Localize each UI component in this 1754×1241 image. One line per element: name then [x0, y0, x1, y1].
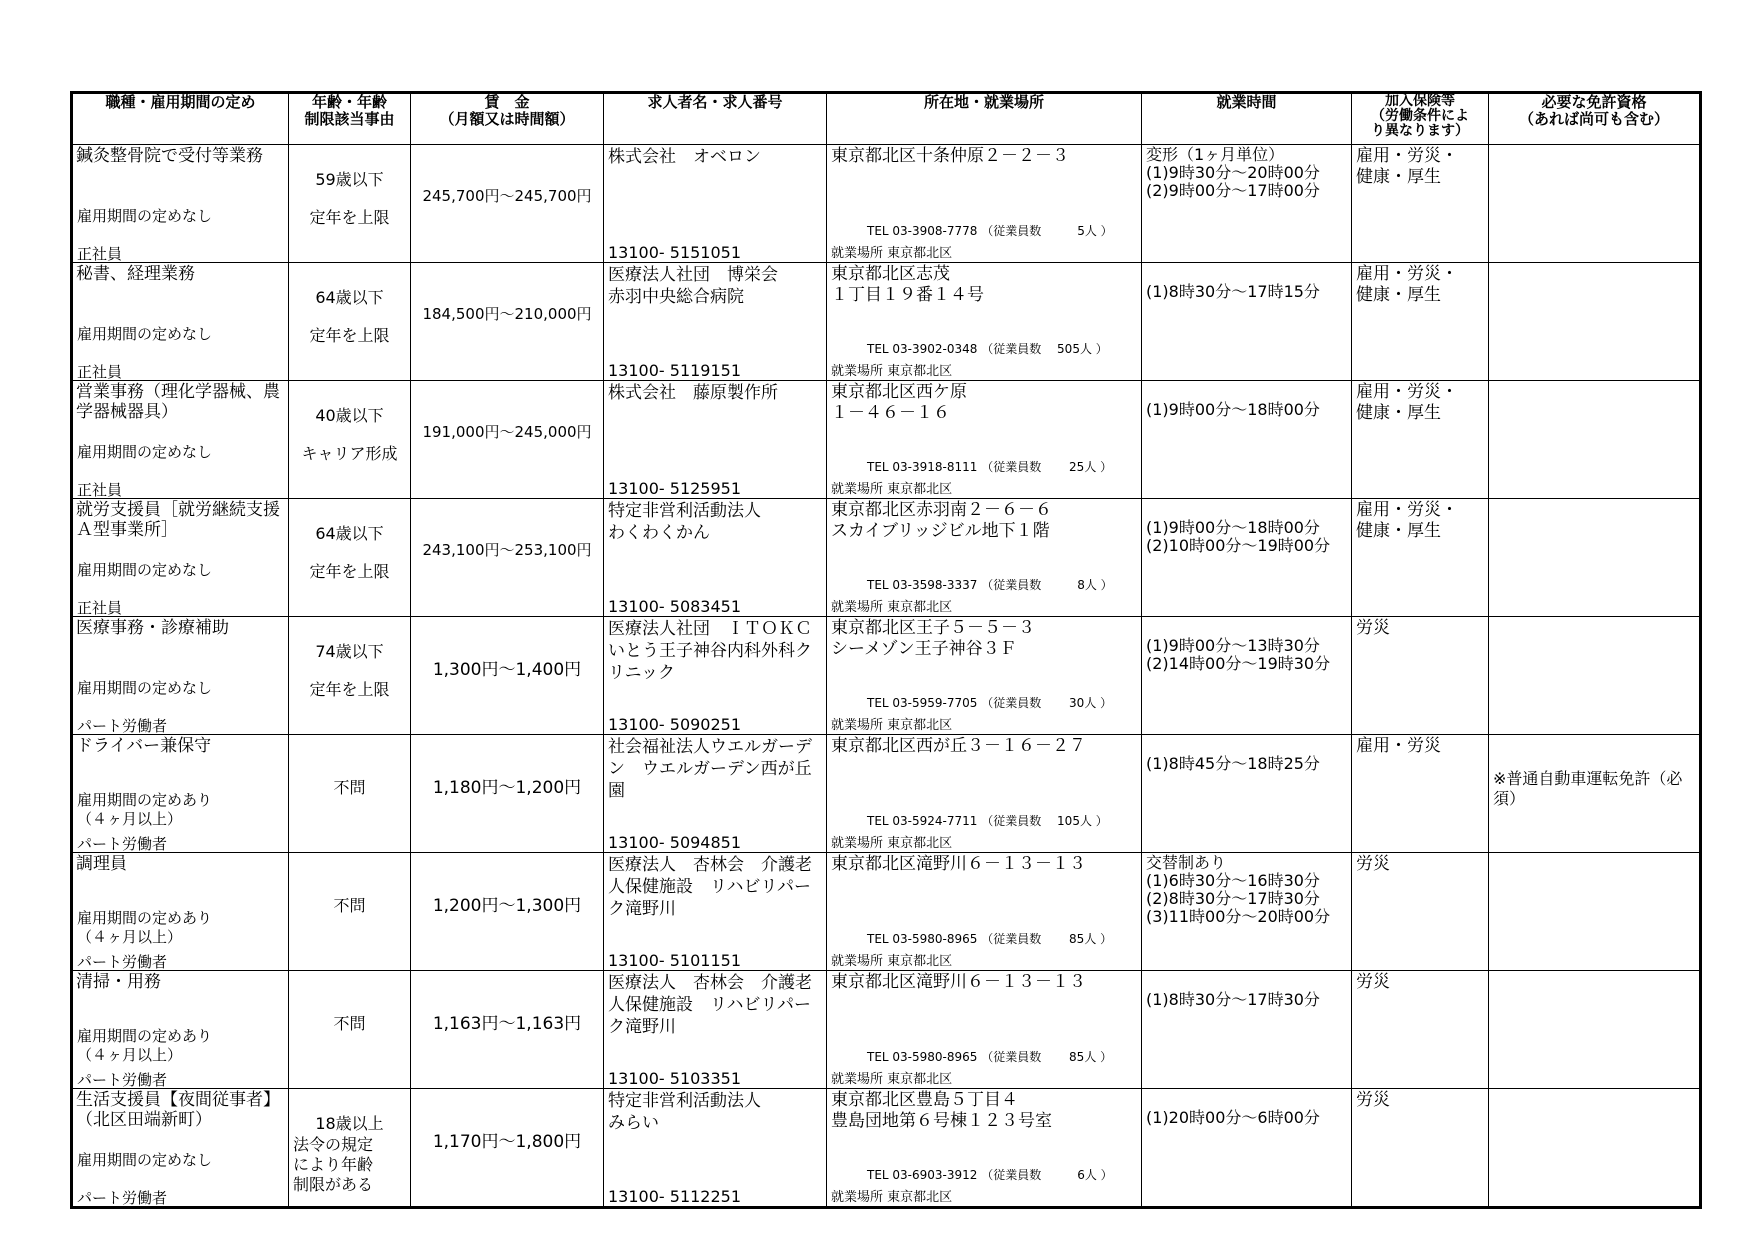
hours-cell [1142, 263, 1352, 381]
table-row [72, 263, 1701, 381]
table-row [72, 735, 1701, 853]
job-number: 13100- 5094851 [608, 833, 742, 852]
location-cell [827, 735, 1142, 853]
age-limit: 74歳以下 [315, 642, 384, 661]
employment-period: 雇用期間の定めなし [77, 561, 213, 579]
employment-type: パート労働者 [77, 717, 168, 735]
header-job-type: 職種・雇用期間の定め [72, 93, 289, 145]
company-cell [604, 971, 827, 1089]
employment-type: パート労働者 [77, 1189, 168, 1207]
phone-employees: TEL 03-5980-8965 （従業員数 85人 ） [867, 1050, 1113, 1064]
address: 東京都北区十条仲原２－２－３ [831, 146, 1069, 166]
table-row [72, 617, 1701, 735]
insurance: 労災 [1356, 1090, 1390, 1110]
age-cell [289, 499, 411, 617]
employment-period: 雇用期間の定めあり （４ヶ月以上） [77, 791, 213, 828]
employment-period: 雇用期間の定めなし [77, 325, 213, 343]
insurance: 雇用・労災・ 健康・厚生 [1356, 146, 1458, 187]
wage-range: 1,200円～1,300円 [432, 896, 582, 916]
age-cell [289, 1089, 411, 1208]
age-reason: 定年を上限 [309, 326, 390, 345]
workplace: 就業場所 東京都北区 [831, 600, 953, 615]
job-number: 13100- 5112251 [608, 1187, 742, 1206]
license-cell [1489, 145, 1701, 263]
job-number: 13100- 5103351 [608, 1069, 742, 1088]
age-limit: 不問 [333, 1014, 366, 1033]
job-cell [72, 971, 289, 1089]
job-cell [72, 381, 289, 499]
insurance: 労災 [1356, 972, 1390, 992]
workplace: 就業場所 東京都北区 [831, 1072, 953, 1087]
age-cell [289, 617, 411, 735]
header-row [72, 93, 1701, 145]
age-cell [289, 145, 411, 263]
table-row [72, 1089, 1701, 1208]
wage-cell [411, 499, 604, 617]
working-hours: (1)8時30分～17時15分 [1146, 282, 1320, 301]
wage-cell [411, 617, 604, 735]
company-name: 社会福祉法人ウエルガーデン ウエルガーデン西が丘園 [608, 737, 812, 801]
hours-cell [1142, 853, 1352, 971]
company-name: 特定非営利活動法人 わくわくかん [608, 501, 761, 543]
working-hours: (1)9時00分～13時30分 (2)14時00分～19時30分 [1146, 636, 1331, 673]
age-reason: 法令の規定 により年齢 制限がある [293, 1135, 374, 1194]
job-title: 就労支援員［就労継続支援Ａ型事業所］ [76, 500, 280, 540]
insurance: 雇用・労災・ 健康・厚生 [1356, 500, 1458, 541]
age-cell [289, 853, 411, 971]
wage-range: 1,180円～1,200円 [432, 778, 582, 798]
job-title: 鍼灸整骨院で受付等業務 [76, 146, 263, 166]
hours-cell [1142, 145, 1352, 263]
insurance-cell [1352, 735, 1489, 853]
header-company: 求人者名・求人番号 [604, 93, 827, 145]
phone-employees: TEL 03-3902-0348 （従業員数 505人 ） [867, 342, 1108, 356]
hours-cell [1142, 499, 1352, 617]
age-limit: 64歳以下 [315, 288, 384, 307]
insurance-cell [1352, 971, 1489, 1089]
employment-type: パート労働者 [77, 953, 168, 971]
employment-period: 雇用期間の定めあり （４ヶ月以上） [77, 909, 213, 946]
wage-cell [411, 145, 604, 263]
company-cell [604, 853, 827, 971]
age-cell [289, 263, 411, 381]
header-hours: 就業時間 [1142, 93, 1352, 145]
age-limit: 不問 [333, 778, 366, 797]
age-cell [289, 735, 411, 853]
job-number: 13100- 5090251 [608, 715, 742, 734]
insurance-cell [1352, 381, 1489, 499]
company-name: 医療法人 杏林会 介護老人保健施設 リハビリパーク滝野川 [608, 855, 812, 919]
employment-type: 正社員 [77, 363, 123, 381]
job-cell [72, 735, 289, 853]
phone-employees: TEL 03-3908-7778 （従業員数 5人 ） [867, 224, 1113, 238]
working-hours: (1)20時00分～6時00分 [1146, 1108, 1320, 1127]
job-cell [72, 1089, 289, 1208]
job-listings-table [70, 91, 1702, 1209]
age-reason: 定年を上限 [309, 680, 390, 699]
header-age: 年齢・年齢 制限該当事由 [289, 93, 411, 145]
location-cell [827, 617, 1142, 735]
job-cell [72, 499, 289, 617]
age-reason: キャリア形成 [301, 444, 398, 463]
license-cell [1489, 381, 1701, 499]
job-cell [72, 263, 289, 381]
address: 東京都北区豊島５丁目４ 豊島団地第６号棟１２３号室 [831, 1090, 1052, 1131]
employment-period: 雇用期間の定めあり （４ヶ月以上） [77, 1027, 213, 1064]
location-cell [827, 381, 1142, 499]
phone-employees: TEL 03-5980-8965 （従業員数 85人 ） [867, 932, 1113, 946]
address: 東京都北区滝野川６－１３－１３ [831, 854, 1086, 874]
job-title: 清掃・用務 [76, 972, 161, 992]
phone-employees: TEL 03-5924-7711 （従業員数 105人 ） [867, 814, 1108, 828]
header-wage: 賃 金 （月額又は時間額） [411, 93, 604, 145]
address: 東京都北区赤羽南２－６－６ スカイブリッジビル地下１階 [831, 500, 1052, 541]
job-number: 13100- 5101151 [608, 951, 742, 970]
company-name: 医療法人社団 博栄会 赤羽中央総合病院 [608, 265, 778, 307]
insurance-cell [1352, 499, 1489, 617]
license-cell [1489, 735, 1701, 853]
workplace: 就業場所 東京都北区 [831, 364, 953, 379]
address: 東京都北区王子５－５－３ シーメゾン王子神谷３Ｆ [831, 618, 1035, 659]
job-cell [72, 853, 289, 971]
insurance: 雇用・労災・ 健康・厚生 [1356, 264, 1458, 305]
age-limit: 18歳以上 [315, 1114, 384, 1133]
age-reason: 定年を上限 [309, 562, 390, 581]
company-name: 特定非営利活動法人 みらい [608, 1091, 761, 1133]
address: 東京都北区滝野川６－１３－１３ [831, 972, 1086, 992]
wage-range: 245,700円～245,700円 [422, 187, 592, 205]
wage-range: 1,170円～1,800円 [432, 1132, 582, 1152]
job-number: 13100- 5083451 [608, 597, 742, 616]
table-row [72, 853, 1701, 971]
company-name: 医療法人社団 ＩＴＯＫＣ いとう王子神谷内科外科クリニック [608, 619, 829, 683]
insurance-cell [1352, 145, 1489, 263]
workplace: 就業場所 東京都北区 [831, 836, 953, 851]
phone-employees: TEL 03-3598-3337 （従業員数 8人 ） [867, 578, 1113, 592]
header-location: 所在地・就業場所 [827, 93, 1142, 145]
license-cell [1489, 853, 1701, 971]
hours-cell [1142, 735, 1352, 853]
license-cell [1489, 971, 1701, 1089]
table-row [72, 145, 1701, 263]
insurance-cell [1352, 853, 1489, 971]
phone-employees: TEL 03-3918-8111 （従業員数 25人 ） [867, 460, 1113, 474]
company-cell [604, 145, 827, 263]
location-cell [827, 1089, 1142, 1208]
workplace: 就業場所 東京都北区 [831, 954, 953, 969]
job-title: 調理員 [76, 854, 127, 874]
job-number: 13100- 5119151 [608, 361, 742, 380]
address: 東京都北区西が丘３－１６－２７ [831, 736, 1086, 756]
license-cell [1489, 1089, 1701, 1208]
employment-period: 雇用期間の定めなし [77, 1151, 213, 1169]
insurance-cell [1352, 617, 1489, 735]
wage-cell [411, 853, 604, 971]
address: 東京都北区志茂 １丁目１９番１４号 [831, 264, 984, 305]
company-cell [604, 735, 827, 853]
company-cell [604, 1089, 827, 1208]
hours-cell [1142, 617, 1352, 735]
wage-range: 243,100円～253,100円 [422, 541, 592, 559]
job-title: 秘書、経理業務 [76, 264, 195, 284]
job-title: 医療事務・診療補助 [76, 618, 229, 638]
license-cell [1489, 617, 1701, 735]
wage-range: 1,300円～1,400円 [432, 660, 582, 680]
working-hours: (1)9時00分～18時00分 (2)10時00分～19時00分 [1146, 518, 1331, 555]
wage-cell [411, 735, 604, 853]
phone-employees: TEL 03-5959-7705 （従業員数 30人 ） [867, 696, 1113, 710]
employment-type: パート労働者 [77, 835, 168, 853]
workplace: 就業場所 東京都北区 [831, 718, 953, 733]
job-cell [72, 145, 289, 263]
hours-cell [1142, 1089, 1352, 1208]
wage-cell [411, 381, 604, 499]
license-cell [1489, 499, 1701, 617]
table-row [72, 381, 1701, 499]
employment-type: 正社員 [77, 599, 123, 617]
age-limit: 不問 [333, 896, 366, 915]
workplace: 就業場所 東京都北区 [831, 1190, 953, 1205]
location-cell [827, 263, 1142, 381]
required-license: ※普通自動車運転免許（必須） [1493, 769, 1683, 808]
company-cell [604, 499, 827, 617]
company-name: 株式会社 オベロン [608, 147, 761, 167]
employment-period: 雇用期間の定めなし [77, 679, 213, 697]
employment-period: 雇用期間の定めなし [77, 207, 213, 225]
working-hours: 交替制あり (1)6時30分～16時30分 (2)8時30分～17時30分 (3)11時00分～20時00分 [1146, 853, 1331, 926]
insurance: 雇用・労災・ 健康・厚生 [1356, 382, 1458, 423]
job-number: 13100- 5151051 [608, 243, 742, 262]
company-cell [604, 617, 827, 735]
wage-range: 191,000円～245,000円 [422, 423, 592, 441]
job-number: 13100- 5125951 [608, 479, 742, 498]
address: 東京都北区西ケ原 １－４６－１６ [831, 382, 967, 423]
wage-range: 1,163円～1,163円 [432, 1014, 582, 1034]
header-insurance: 加入保険等 （労働条件によ り異なります） [1352, 93, 1489, 145]
table-row [72, 971, 1701, 1089]
job-title: ドライバー兼保守 [76, 736, 212, 756]
insurance: 労災 [1356, 618, 1390, 638]
age-limit: 59歳以下 [315, 170, 384, 189]
location-cell [827, 971, 1142, 1089]
job-cell [72, 617, 289, 735]
insurance: 雇用・労災 [1356, 736, 1441, 756]
company-cell [604, 263, 827, 381]
insurance-cell [1352, 1089, 1489, 1208]
phone-employees: TEL 03-6903-3912 （従業員数 6人 ） [867, 1168, 1113, 1182]
wage-cell [411, 1089, 604, 1208]
hours-cell [1142, 381, 1352, 499]
insurance: 労災 [1356, 854, 1390, 874]
location-cell [827, 853, 1142, 971]
company-name: 株式会社 藤原製作所 [608, 383, 778, 403]
location-cell [827, 499, 1142, 617]
age-cell [289, 381, 411, 499]
company-cell [604, 381, 827, 499]
table-row [72, 499, 1701, 617]
job-title: 生活支援員【夜間従事者】（北区田端新町） [76, 1090, 280, 1130]
license-cell [1489, 263, 1701, 381]
insurance-cell [1352, 263, 1489, 381]
working-hours: 変形（1ヶ月単位） (1)9時30分～20時00分 (2)9時00分～17時00分 [1146, 145, 1320, 200]
working-hours: (1)8時45分～18時25分 [1146, 754, 1320, 773]
employment-period: 雇用期間の定めなし [77, 443, 213, 461]
header-license: 必要な免許資格 （あれば尚可も含む） [1489, 93, 1701, 145]
working-hours: (1)8時30分～17時30分 [1146, 990, 1320, 1009]
age-cell [289, 971, 411, 1089]
wage-cell [411, 263, 604, 381]
wage-cell [411, 971, 604, 1089]
employment-type: パート労働者 [77, 1071, 168, 1089]
workplace: 就業場所 東京都北区 [831, 246, 953, 261]
location-cell [827, 145, 1142, 263]
working-hours: (1)9時00分～18時00分 [1146, 400, 1320, 419]
age-limit: 40歳以下 [315, 406, 384, 425]
employment-type: 正社員 [77, 481, 123, 499]
workplace: 就業場所 東京都北区 [831, 482, 953, 497]
job-title: 営業事務（理化学器械、農学器械器具） [76, 382, 280, 422]
company-name: 医療法人 杏林会 介護老人保健施設 リハビリパーク滝野川 [608, 973, 812, 1037]
wage-range: 184,500円～210,000円 [422, 305, 592, 323]
age-reason: 定年を上限 [309, 208, 390, 227]
employment-type: 正社員 [77, 245, 123, 263]
age-limit: 64歳以下 [315, 524, 384, 543]
hours-cell [1142, 971, 1352, 1089]
